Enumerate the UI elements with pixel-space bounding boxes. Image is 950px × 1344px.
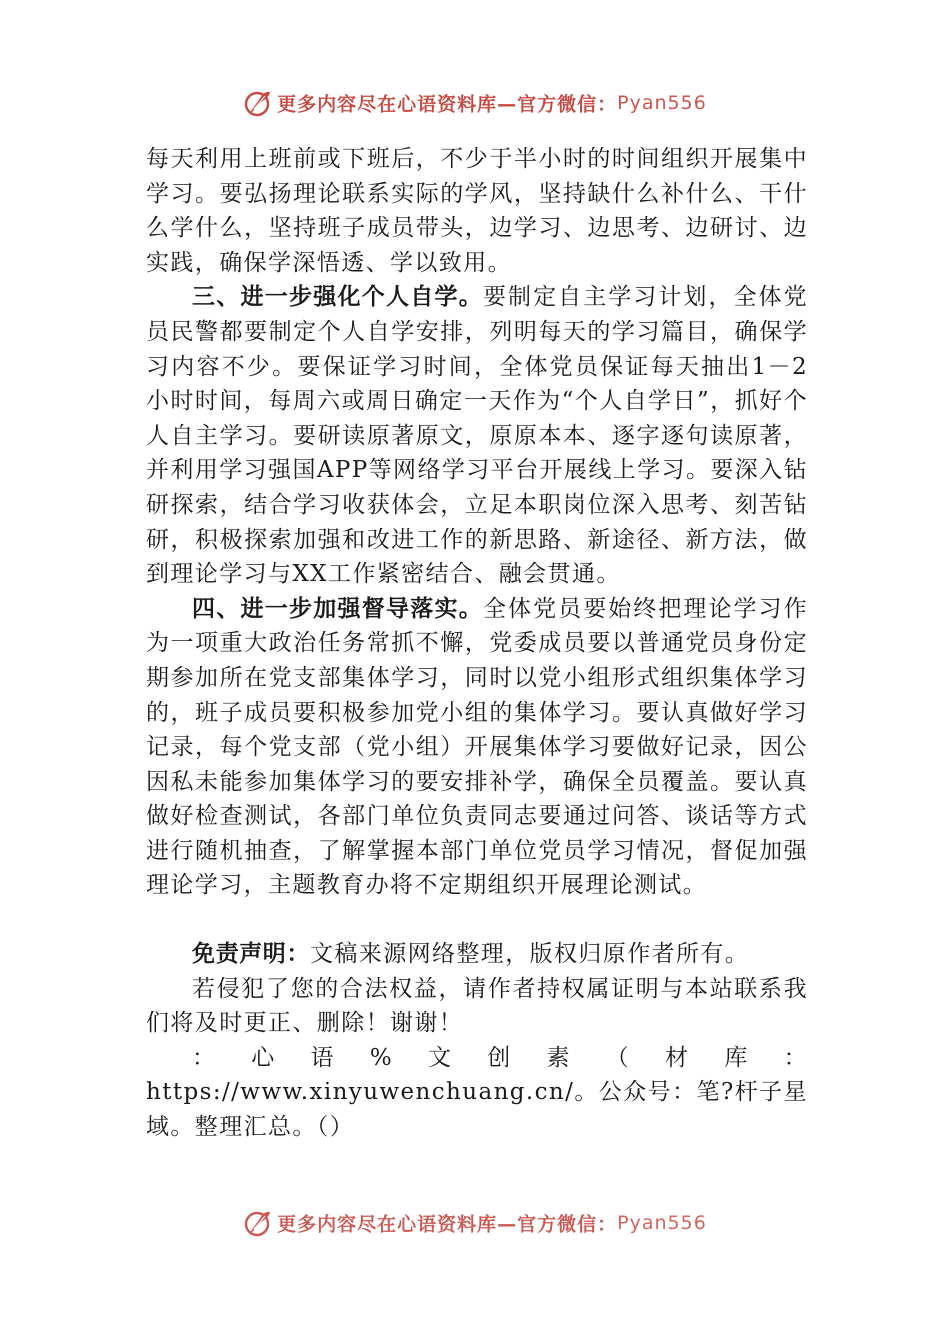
paragraph-continued: 每天利用上班前或下班后，不少于半小时的时间组织开展集中学习。要弘扬理论联系实际的学风，坚持缺什么补什么、干什么学什么，坚持班子成员带头，边学习、边思考、边研讨、边实践，确保学深悟透、学以致用。 <box>146 146 808 276</box>
disclaimer-line-1 <box>146 937 808 972</box>
watermark-text: 更多内容尽在心语资料库—官方微信： <box>277 1213 618 1236</box>
section-3-paragraph <box>146 280 808 591</box>
quill-circle-icon <box>243 88 273 118</box>
disclaimer-line-4: https://www.xinyuwenchuang.cn/。公众号：笔?杆子星域。整理汇总。（） <box>146 1079 808 1141</box>
watermark-wechat-id: Pyan556 <box>617 92 707 114</box>
disclaimer-line-3: ：心语%文创素（材库： <box>192 1044 808 1071</box>
section-4-heading: 四、进一步加强督导落实。 <box>192 595 483 622</box>
section-3-text: 要制定自主学习计划，全体党员民警都要制定个人自学安排，列明每天的学习篇目，确保学习内容不少。要保证学习时间，全体党员保证每天抽出1－2小时时间，每周六或周日确定一天作为“个人自学日”，抓好个人自主学习。要研读原著原文，原原本本、逐字逐句读原著，并利用学习强国APP等网络学习平台开展线上学习。要深入钻研探索，结合学习收获体会，立足本职岗位深入思考、刻苦钻研，积极探索加强和改进工作的新思路、新途径、新方法，做到理论学习与XX工作紧密结合、融会贯通。 <box>146 284 808 588</box>
blank-line <box>146 903 808 937</box>
watermark-wechat-id: Pyan556 <box>617 1212 707 1234</box>
section-4-text: 全体党员要始终把理论学习作为一项重大政治任务常抓不懈，党委成员要以普通党员身份定期参加所在党支部集体学习，同时以党小组形式组织集体学习的，班子成员要积极参加党小组的集体学习。要认真做好学习记录，每个党支部（党小组）开展集体学习要做好记录，因公因私未能参加集体学习的要安排补学，确保全员覆盖。要认真做好检查测试，各部门单位负责同志要通过问答、谈话等方式进行随机抽查，了解掌握本部门单位党员学习情况，督促加强理论学习，主题教育办将不定期组织开展理论测试。 <box>146 595 808 899</box>
watermark-text: 更多内容尽在心语资料库—官方微信： <box>277 93 618 116</box>
section-3-heading: 三、进一步强化个人自学。 <box>192 284 483 311</box>
disclaimer-line-2: 若侵犯了您的合法权益，请作者持权属证明与本站联系我们将及时更正、删除！谢谢！ <box>146 975 808 1037</box>
header-watermark <box>0 88 950 118</box>
disclaimer-label: 免责声明： <box>192 941 310 968</box>
footer-watermark <box>0 1208 950 1238</box>
disclaimer-text: 文稿来源网络整理，版权归原作者所有。 <box>310 941 750 968</box>
document-body <box>146 142 808 1145</box>
section-4-paragraph <box>146 592 808 903</box>
quill-circle-icon <box>243 1208 273 1238</box>
